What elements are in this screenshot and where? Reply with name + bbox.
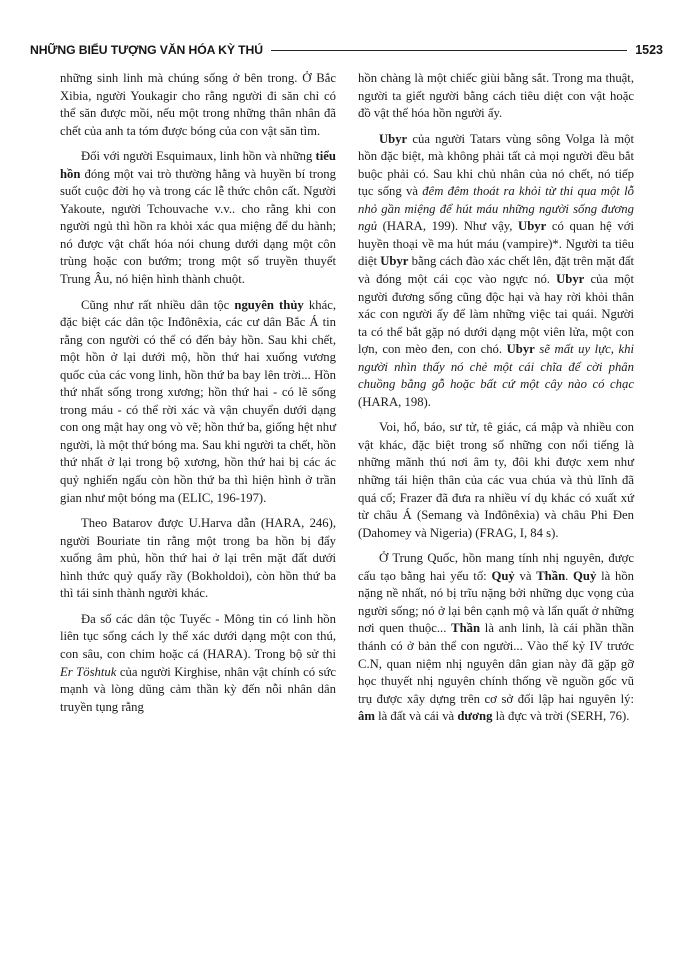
paragraph	[60, 515, 336, 603]
italic-text: đêm đêm thoát ra khỏi từ thi qua một lỗ nhỏ gần miệng để hút máu những người sống đương ngủ	[358, 184, 634, 234]
text-run: của người Tatars vùng sông Volga là một hồn đặc biệt, mà không phải tất cả mọi người đều bắt buộc phải có. Sau khi chủ nhân của nó chết, nó tiếp tục sống và	[358, 131, 634, 199]
text-run: Cũng như rất nhiều dân tộc	[81, 297, 235, 312]
text-run: (HARA, 199). Như vậy,	[377, 219, 519, 234]
bold-term: Ubyr	[380, 254, 409, 269]
bold-term: Quỷ	[491, 568, 515, 583]
bold-term: dương	[457, 709, 493, 724]
text-run: khác, đặc biệt các dân tộc Inđônêxia, các cư dân Bắc Á tin rằng con người có thể có đến bảy hồn. Sau khi chết, một hồn ở lại dưới mộ, hồn thứ hai xuống vương quốc của các vong linh, hồn thứ ba bay lên trời... Hồn thứ nhất sống trong xương; hồn thứ hai - có lẽ sống trong máu - có thể rời xác và vận chuyển dưới dạng con ong mật hay ong vò vẽ; hồn thứ ba, giống hệt như người, là một thứ bóng ma. Sau khi người ta chết, hồn thứ nhất ở lại trong bộ xương, hồn thứ hai bị các ác quỷ nghiến ngấu còn hồn thứ ba thì hiện hình ở trần gian như một bóng ma (ELIC, 196-197).	[60, 297, 336, 505]
italic-text: sẽ mất uy lực, khi người nhìn thấy nó chẻ một cái chĩa để cời phân chuồng bằng gỗ hoặc bất cứ một cây nào có chạc	[358, 342, 635, 392]
left-column	[60, 70, 336, 724]
text-run: .	[565, 568, 574, 583]
italic-text: Er Töshtuk	[60, 664, 117, 679]
bold-term: âm	[358, 709, 375, 724]
paragraph	[60, 70, 336, 140]
header-rule	[271, 50, 627, 51]
text-run: những sinh linh mà chúng sống ở bên trong. Ở Bắc Xibia, người Youkagir cho rằng người đi săn chỉ có thể săn được mồi, nếu một trong những thân nhân đã chết của anh ta tóm được bóng của con vật săn tìm.	[60, 71, 336, 138]
text-run: của người Kirghise, nhân vật chính có sức mạnh và lòng dũng cảm thần kỳ đến nỗi nhân dân truyền tụng rằng	[60, 664, 337, 714]
text-run: là anh linh, là cái phần thần thánh có ở bản thể con người... Vào thế kỷ IV trước C.N, quan niệm nhị nguyên dân gian này đã gặp gỡ học thuyết nhị nguyên chính thống về nguồn gốc vũ trụ được xây dựng trên cơ sở đối lập hai nguyên lý:	[358, 621, 634, 706]
bold-term: Thần	[451, 621, 481, 636]
paragraph	[358, 70, 634, 123]
paragraph	[60, 611, 336, 716]
right-column	[358, 70, 634, 734]
paragraph	[60, 297, 336, 508]
text-run: là đất và cái và	[374, 709, 458, 724]
paragraph	[358, 419, 634, 542]
bold-term: Ubyr	[506, 342, 535, 357]
page-number: 1523	[635, 43, 663, 57]
text-run: Voi, hổ, báo, sư tử, tê giác, cá mập và nhiều con vật khác, đặc biệt trong số những con nổi tiếng là những mãnh thú nơi âm ty, đôi khi được xem như những tái hiện thân của các vua chúa và thủ lĩnh đã quá cố; Frazer đã đưa ra nhiều ví dụ khác có xuất xứ từ châu Á (Semang và Inđônêxia) và châu Phi Đen (Dahomey và Nigeria) (FRAG, I, 84 s).	[358, 420, 634, 540]
paragraph	[358, 131, 634, 412]
text-run: (HARA, 198).	[358, 394, 431, 409]
bold-term: Ubyr	[518, 219, 547, 234]
text-run: của một người đương sống cũng độc hại và hay rời khỏi thân xác con người ấy để làm những việc tai quái. Người ta có thể bắt gặp nó dưới dạng một viên lửa, một con lợn, con mèo đen, con chó.	[358, 272, 634, 357]
text-run: có quan hệ với huyền thoại về ma hút máu (vampire)*. Người ta tiêu diệt	[358, 219, 634, 269]
bold-term: Ubyr	[379, 131, 408, 146]
bold-term: Quỷ	[573, 568, 597, 583]
text-run: và	[514, 568, 537, 583]
bold-term: tiểu hồn	[60, 149, 336, 181]
paragraph	[60, 148, 336, 288]
bold-term: Ubyr	[556, 272, 585, 287]
text-run: là hồn nặng nề nhất, nó bị trĩu nặng bởi những dục vọng của người sống; nó ở lại bên cạnh mộ và lẩn quất ở những nơi quen thuộc...	[358, 568, 635, 636]
text-run: Ở Trung Quốc, hồn mang tính nhị nguyên, được cấu tạo bằng hai yếu tố:	[358, 551, 634, 583]
bold-term: nguyên thủy	[234, 297, 304, 312]
text-run: là đực và trời (SERH, 76).	[492, 709, 630, 724]
text-run: đóng một vai trò thường hằng và huyền bí trong suốt cuộc đời họ và trong các lễ thức chôn cất. Người Yakoute, người Tchouvache v.v.. cho rằng khi con người ngủ thì hồn ra khỏi xác qua miệng để du hành; nó được vật chất hóa nói chung dưới dạng một côn trùng hoặc con bướm; trong một số truyền thuyết Trung Âu, nó hiện hình thành chuột.	[60, 166, 336, 287]
bold-term: Thần	[536, 568, 566, 583]
text-run: bằng cách đào xác chết lên, đặt trên mặt đất và đóng một cái cọc vào ngực nó.	[358, 254, 634, 287]
text-run: Theo Batarov được U.Harva dẫn (HARA, 246), người Bouriate tin rằng một trong ba hồn bị đẩy xuống âm phủ, hồn thứ hai ở lại trên mặt đất dưới hình thức quỷ quấy rầy (Bokholdoi), còn hồn thứ ba thì tái sinh thành người khác.	[60, 516, 336, 601]
running-title: NHỮNG BIỂU TƯỢNG VĂN HÓA KỲ THÚ	[30, 43, 263, 57]
paragraph	[358, 550, 634, 725]
running-header	[30, 38, 663, 62]
text-run: Đa số các dân tộc Tuyếc - Mông tin có linh hồn liên tục sống cách ly thể xác dưới dạng một con thú, con sâu, con chim hoặc cá (HARA). Trong bộ sử thi	[60, 611, 336, 661]
text-run: Đối với người Esquimaux, linh hồn và những	[81, 149, 316, 164]
text-run: hồn chàng là một chiếc giùi bằng sắt. Trong ma thuật, người ta giết người bằng cách tiêu diệt con vật hoặc đồ vật thể hóa hồn người ấy.	[358, 71, 634, 121]
